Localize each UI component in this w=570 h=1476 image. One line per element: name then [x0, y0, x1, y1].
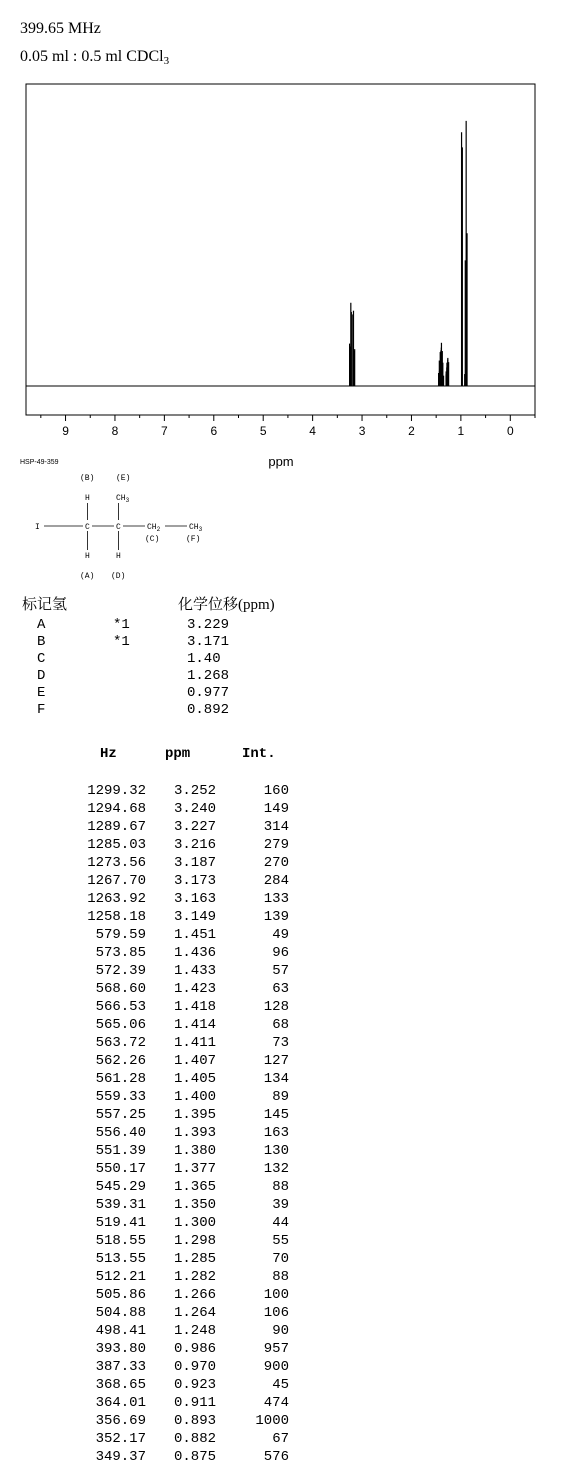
peak-row: [0, 1034, 320, 1052]
peak-row: [0, 872, 320, 890]
x-tick-label: 5: [259, 424, 267, 438]
peak-row: [0, 782, 320, 800]
peak-row: [0, 1214, 320, 1232]
peak-ppm: 3.240: [173, 801, 216, 817]
peak-int: 145: [263, 1107, 289, 1123]
peak-ppm: 1.380: [173, 1143, 216, 1159]
label-c: (C): [145, 535, 160, 544]
peak-hz: 519.41: [95, 1215, 146, 1231]
peak-row: [0, 962, 320, 980]
peak-hz: 572.39: [95, 963, 146, 979]
peak-ppm: 1.418: [173, 999, 216, 1015]
x-tick-label: 3: [358, 424, 366, 438]
peak-hz: 518.55: [95, 1233, 146, 1249]
assignment-label: B: [37, 634, 46, 650]
peak-int: 284: [263, 873, 289, 889]
label-a: (A): [80, 572, 95, 581]
peak-row: [0, 1160, 320, 1178]
carbon-1: C: [85, 523, 90, 532]
peak-row: [0, 980, 320, 998]
assignment-shift: 3.171: [187, 634, 230, 650]
peak-hz: 1294.68: [87, 801, 146, 817]
peak-row: [0, 1322, 320, 1340]
peak-ppm: 0.970: [173, 1359, 216, 1375]
peak-row: [0, 1448, 320, 1466]
peak-hz: 504.88: [95, 1305, 146, 1321]
peak-hz: 387.33: [95, 1359, 146, 1375]
peak-hz: 573.85: [95, 945, 146, 961]
iodine: I: [35, 523, 40, 532]
assignment-table: [37, 617, 229, 719]
peak-row: [0, 998, 320, 1016]
header-hz: Hz: [100, 746, 117, 762]
x-tick-label: 6: [210, 424, 218, 438]
peak-int: 132: [263, 1161, 289, 1177]
peak-int: 134: [263, 1071, 289, 1087]
peak-int: 133: [263, 891, 289, 907]
peak-row: [0, 1412, 320, 1430]
peak-ppm: 1.400: [173, 1089, 216, 1105]
peak-row: [0, 1088, 320, 1106]
peak-ppm: 3.149: [173, 909, 216, 925]
peak-int: 67: [272, 1431, 289, 1447]
peak-hz: 356.69: [95, 1413, 146, 1429]
peak-row: [0, 1304, 320, 1322]
peak-hz: 566.53: [95, 999, 146, 1015]
label-e: (E): [116, 474, 131, 483]
peak-int: 127: [263, 1053, 289, 1069]
peak-hz: 551.39: [95, 1143, 146, 1159]
peak-hz: 349.37: [95, 1449, 146, 1465]
peak-int: 49: [272, 927, 289, 943]
peak-row: [0, 836, 320, 854]
peak-ppm: 1.411: [173, 1035, 216, 1051]
peak-ppm: 1.451: [173, 927, 216, 943]
peak-int: 55: [272, 1233, 289, 1249]
peak-ppm: 3.252: [173, 783, 216, 799]
peak-hz: 559.33: [95, 1089, 146, 1105]
peak-hz: 393.80: [95, 1341, 146, 1357]
peak-hz: 364.01: [95, 1395, 146, 1411]
carbon-2: C: [116, 523, 121, 532]
molecule-structure: [20, 472, 220, 587]
peak-ppm: 1.264: [173, 1305, 216, 1321]
peak-hz: 579.59: [95, 927, 146, 943]
peak-ppm: 1.423: [173, 981, 216, 997]
x-axis-ticks: [41, 415, 535, 421]
x-tick-label: 9: [62, 424, 69, 438]
peak-int: 160: [263, 783, 289, 799]
peak-int: 96: [272, 945, 289, 961]
peak-ppm: 0.986: [173, 1341, 216, 1357]
peak-int: 270: [263, 855, 289, 871]
peak-int: 314: [263, 819, 289, 835]
assignment-note: [113, 702, 187, 719]
ch3-top: $CH_3$: [116, 494, 130, 504]
peak-ppm: 3.163: [173, 891, 216, 907]
assignment-row: [37, 685, 229, 702]
peak-row: [0, 1052, 320, 1070]
peak-int: 900: [263, 1359, 289, 1375]
spectrum-peaks: [350, 121, 467, 386]
peak-int: 70: [272, 1251, 289, 1267]
assignment-row: [37, 617, 229, 634]
peak-hz: 352.17: [95, 1431, 146, 1447]
peak-int: 149: [263, 801, 289, 817]
peak-ppm: 1.436: [173, 945, 216, 961]
peak-row: [0, 1340, 320, 1358]
peak-row: [0, 1430, 320, 1448]
peak-hz: 556.40: [95, 1125, 146, 1141]
h-bottom-1: H: [85, 552, 90, 561]
peak-hz: 539.31: [95, 1197, 146, 1213]
assignment-shift: 0.977: [187, 685, 230, 701]
peak-ppm: 1.298: [173, 1233, 216, 1249]
peak-row: [0, 1394, 320, 1412]
peak-hz: 568.60: [95, 981, 146, 997]
peak-int: 957: [263, 1341, 289, 1357]
spectrometer-frequency: 399.65 MHz: [20, 20, 101, 37]
solvent-text: 0.05 ml : 0.5 ml CDCl: [20, 48, 164, 65]
peak-hz: 557.25: [95, 1107, 146, 1123]
peak-row: [0, 1124, 320, 1142]
peak-ppm: 0.923: [173, 1377, 216, 1393]
peak-int: 68: [272, 1017, 289, 1033]
assignment-note: *1: [113, 634, 130, 650]
assignment-row: [37, 668, 229, 685]
peak-int: 139: [263, 909, 289, 925]
peak-ppm: 0.875: [173, 1449, 216, 1465]
label-b: (B): [80, 474, 95, 483]
assignment-label: F: [37, 702, 46, 718]
peak-int: 576: [263, 1449, 289, 1465]
plot-frame: [26, 84, 535, 415]
header-int: Int.: [242, 746, 276, 762]
x-tick-label: 7: [161, 424, 168, 438]
peak-ppm: 1.407: [173, 1053, 216, 1069]
peak-ppm: 1.300: [173, 1215, 216, 1231]
peak-ppm: 3.216: [173, 837, 216, 853]
ch2: $CH_2$: [147, 523, 161, 533]
x-tick-label: 0: [506, 424, 514, 438]
peak-ppm: 0.911: [173, 1395, 216, 1411]
peak-int: 63: [272, 981, 289, 997]
peak-hz: 512.21: [95, 1269, 146, 1285]
peak-hz: 562.26: [95, 1053, 146, 1069]
x-tick-label: 8: [111, 424, 119, 438]
peak-int: 88: [272, 1269, 289, 1285]
label-f: (F): [186, 535, 201, 544]
assignment-note: [113, 685, 187, 702]
peak-table: [0, 782, 320, 1466]
peak-int: 100: [263, 1287, 289, 1303]
peak-ppm: 1.266: [173, 1287, 216, 1303]
header-ppm: ppm: [165, 746, 191, 762]
peak-hz: 513.55: [95, 1251, 146, 1267]
x-tick-label: 1: [457, 424, 465, 438]
peak-row: [0, 800, 320, 818]
h-bottom-2: H: [116, 552, 121, 561]
peak-int: 474: [263, 1395, 289, 1411]
solvent-subscript: 3: [163, 55, 170, 67]
assignment-label: A: [37, 617, 46, 633]
header-label: 标记氢: [22, 597, 68, 613]
peak-row: [0, 1106, 320, 1124]
peak-row: [0, 1196, 320, 1214]
header-shift: 化学位移(ppm): [178, 597, 275, 613]
peak-hz: 1285.03: [87, 837, 146, 853]
peak-ppm: 1.405: [173, 1071, 216, 1087]
peak-hz: 368.65: [95, 1377, 146, 1393]
assignment-shift: 1.268: [187, 668, 230, 684]
peak-ppm: 1.377: [173, 1161, 216, 1177]
peak-int: 106: [263, 1305, 289, 1321]
peak-row: [0, 1376, 320, 1394]
assignment-note: [113, 668, 187, 685]
peak-row: [0, 1070, 320, 1088]
peak-row: [0, 1358, 320, 1376]
assignment-row: [37, 634, 229, 651]
peak-ppm: 3.227: [173, 819, 216, 835]
peak-hz: 1263.92: [87, 891, 146, 907]
peak-int: 57: [272, 963, 289, 979]
peak-row: [0, 926, 320, 944]
peak-int: 1000: [255, 1413, 289, 1429]
assignment-row: [37, 702, 229, 719]
peak-hz: 565.06: [95, 1017, 146, 1033]
peak-hz: 1273.56: [87, 855, 146, 871]
peak-hz: 1258.18: [87, 909, 146, 925]
peak-hz: 1289.67: [87, 819, 146, 835]
peak-row: [0, 818, 320, 836]
peak-hz: 498.41: [95, 1323, 146, 1339]
peak-row: [0, 908, 320, 926]
assignment-row: [37, 651, 229, 668]
peak-ppm: 3.173: [173, 873, 216, 889]
peak-int: 44: [272, 1215, 289, 1231]
assignment-shift: 3.229: [187, 617, 230, 633]
peak-row: [0, 1016, 320, 1034]
peak-int: 163: [263, 1125, 289, 1141]
peak-int: 89: [272, 1089, 289, 1105]
peak-row: [0, 1142, 320, 1160]
x-axis-tick-labels: [62, 424, 514, 438]
peak-row: [0, 1178, 320, 1196]
spectrum-code: HSP-49-359: [20, 459, 59, 466]
x-tick-label: 2: [408, 424, 415, 438]
h-top: H: [85, 494, 90, 503]
peak-int: 88: [272, 1179, 289, 1195]
peak-row: [0, 1250, 320, 1268]
assignment-note: *1: [113, 617, 130, 633]
peak-ppm: 1.350: [173, 1197, 216, 1213]
peak-row: [0, 944, 320, 962]
peak-hz: 561.28: [95, 1071, 146, 1087]
peak-ppm: 3.187: [173, 855, 216, 871]
assignment-label: D: [37, 668, 46, 684]
peak-hz: 563.72: [95, 1035, 146, 1051]
peak-row: [0, 1268, 320, 1286]
peak-ppm: 1.414: [173, 1017, 216, 1033]
peak-ppm: 0.893: [173, 1413, 216, 1429]
assignment-note: [113, 651, 187, 668]
peak-ppm: 0.882: [173, 1431, 216, 1447]
assignment-label: E: [37, 685, 46, 701]
peak-row: [0, 854, 320, 872]
label-d: (D): [111, 572, 126, 581]
x-axis-label: ppm: [268, 454, 294, 469]
peak-int: 128: [263, 999, 289, 1015]
peak-ppm: 1.285: [173, 1251, 216, 1267]
peak-int: 73: [272, 1035, 289, 1051]
peak-hz: 505.86: [95, 1287, 146, 1303]
assignment-label: C: [37, 651, 46, 667]
assignment-shift: 1.40: [187, 651, 221, 667]
peak-ppm: 1.248: [173, 1323, 216, 1339]
nmr-spectrum-chart: [0, 75, 570, 475]
peak-row: [0, 1232, 320, 1250]
peak-int: 39: [272, 1197, 289, 1213]
peak-ppm: 1.393: [173, 1125, 216, 1141]
peak-row: [0, 1286, 320, 1304]
peak-int: 130: [263, 1143, 289, 1159]
peak-int: 279: [263, 837, 289, 853]
peak-row: [0, 890, 320, 908]
assignment-shift: 0.892: [187, 702, 230, 718]
peak-ppm: 1.433: [173, 963, 216, 979]
x-tick-label: 4: [309, 424, 316, 438]
peak-ppm: 1.282: [173, 1269, 216, 1285]
peak-hz: 1299.32: [87, 783, 146, 799]
peak-int: 45: [272, 1377, 289, 1393]
peak-int: 90: [272, 1323, 289, 1339]
peak-ppm: 1.365: [173, 1179, 216, 1195]
peak-hz: 550.17: [95, 1161, 146, 1177]
ch3-end: $CH_3$: [189, 523, 203, 533]
peak-ppm: 1.395: [173, 1107, 216, 1123]
sample-solvent: [20, 48, 169, 66]
peak-hz: 545.29: [95, 1179, 146, 1195]
peak-hz: 1267.70: [87, 873, 146, 889]
